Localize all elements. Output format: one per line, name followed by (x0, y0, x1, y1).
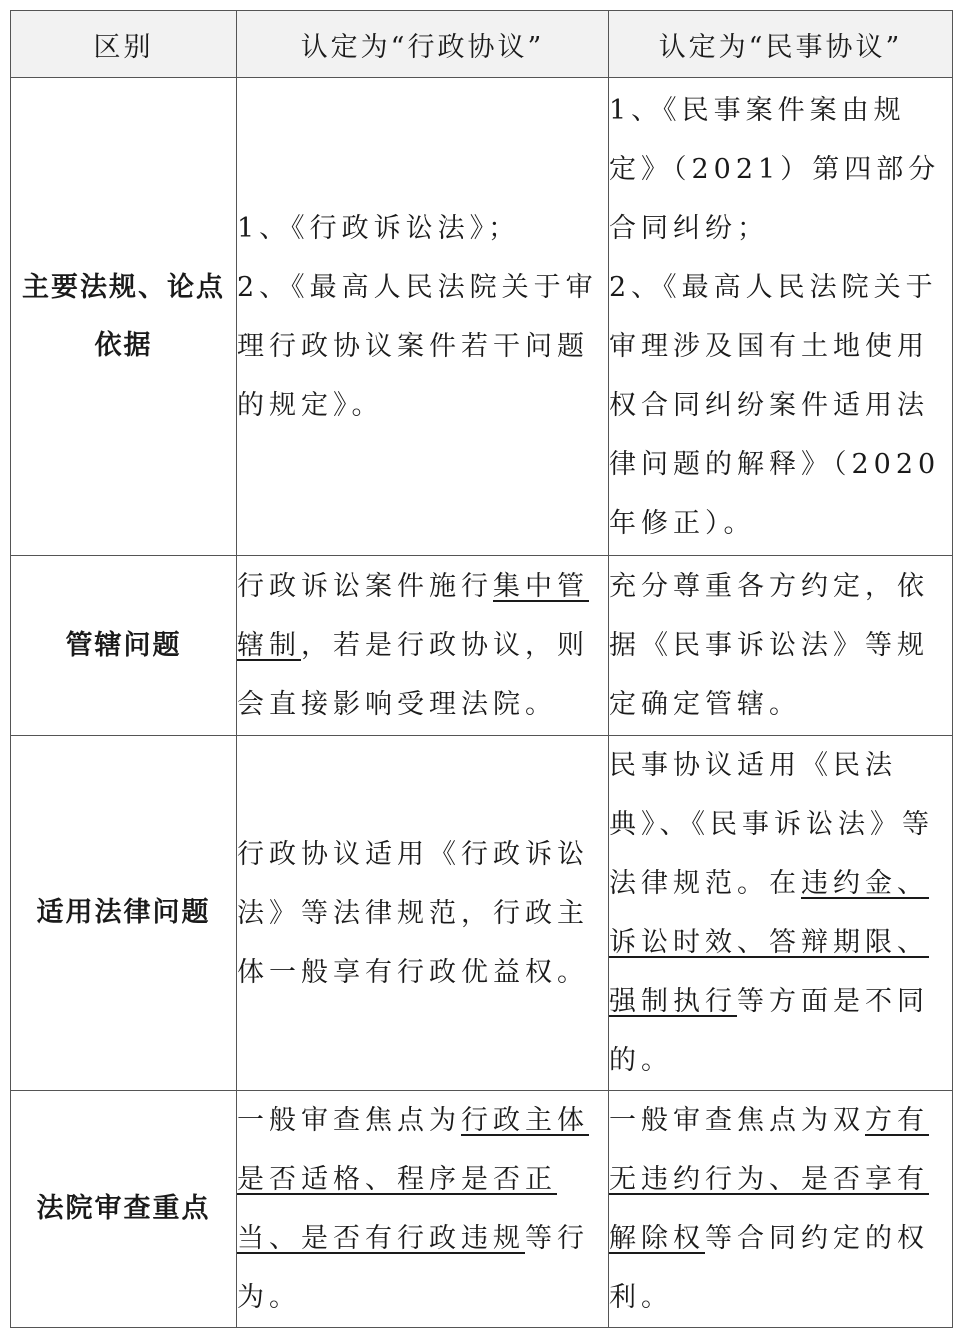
admin-regulation-item: 1、《行政诉讼法》； (237, 212, 521, 244)
admin-cell-court-review (237, 1091, 609, 1328)
table-row (11, 736, 953, 1091)
civil-cell-court-review (609, 1091, 953, 1328)
text-span: 一般审查焦点为双 (609, 1105, 865, 1136)
header-row (11, 11, 953, 78)
admin-regulation-item: 2、《最高人民法院关于审理行政协议案件若干问题的规定》。 (237, 271, 598, 421)
text-span: 等方面是不同的。 (609, 986, 929, 1076)
text-span: 等行为。 (237, 1223, 589, 1313)
row-label-applicable-law: 适用法律问题 (11, 736, 237, 1091)
header-civil-agreement: 认定为“民事协议” (609, 11, 953, 78)
underlined-text: 行政主体是否适格、程序是否正当、是否有行政违规 (237, 1105, 589, 1254)
row-label-jurisdiction: 管辖问题 (11, 556, 237, 736)
civil-cell-applicable-law (609, 736, 953, 1091)
underlined-text: 方有无违约行为、是否享有解除权 (609, 1105, 929, 1254)
row-label-court-review: 法院审查重点 (11, 1091, 237, 1328)
header-difference: 区别 (11, 11, 237, 78)
text-span: 一般审查焦点为 (237, 1105, 461, 1136)
underlined-text: 集中管辖制 (237, 571, 589, 661)
row-label-line: 主要法规、论点 (22, 271, 225, 303)
header-admin-agreement: 认定为“行政协议” (237, 11, 609, 78)
admin-cell-regulations (237, 78, 609, 556)
civil-regulation-item: 2、《最高人民法院关于审理涉及国有土地使用权合同纠纷案件适用法律问题的解释》（2020年修正）。 (609, 271, 941, 539)
table-row (11, 1091, 953, 1328)
civil-cell-regulations (609, 78, 953, 556)
admin-cell-applicable-law: 行政协议适用《行政诉讼法》等法律规范，行政主体一般享有行政优益权。 (237, 736, 609, 1091)
table-row (11, 556, 953, 736)
admin-cell-jurisdiction (237, 556, 609, 736)
row-label-regulations (11, 78, 237, 556)
civil-cell-jurisdiction: 充分尊重各方约定，依据《民事诉讼法》等规定确定管辖。 (609, 556, 953, 736)
civil-regulation-item: 1、《民事案件案由规定》（2021）第四部分 合同纠纷； (609, 94, 941, 244)
text-span: 行政诉讼案件施行 (237, 571, 493, 602)
text-span: 等合同约定的权利。 (609, 1223, 929, 1313)
text-span: ，若是行政协议，则会直接影响受理法院。 (237, 630, 589, 720)
comparison-table (10, 10, 953, 1328)
table-row (11, 78, 953, 556)
underlined-text: 违约金、诉讼时效、答辩期限、强制执行 (609, 868, 929, 1017)
text-span: 民事协议适用《民法典》、《民事诉讼法》等法律规范。在 (609, 750, 934, 899)
row-label-line: 依据 (94, 329, 153, 361)
